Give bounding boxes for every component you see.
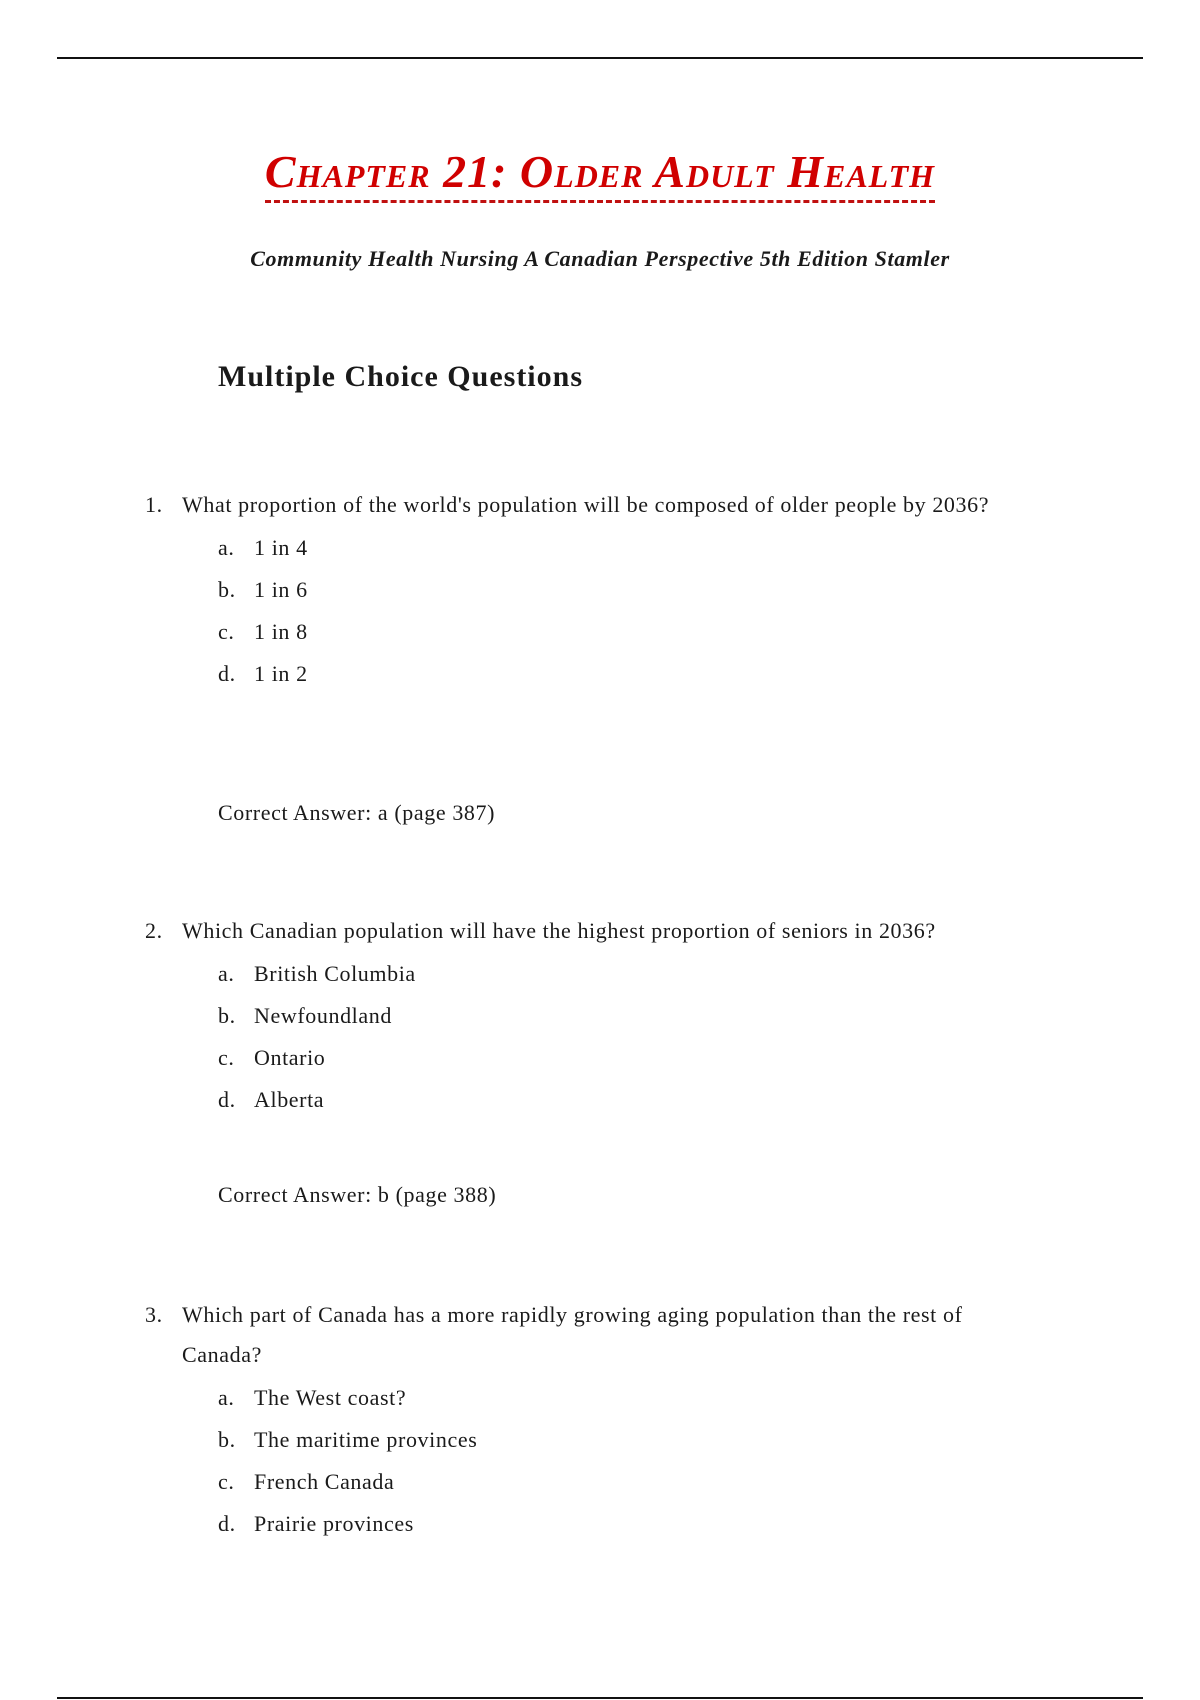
option-text: 1 in 8 (254, 619, 308, 644)
option-letter: b. (218, 1427, 236, 1452)
question-text: Which Canadian population will have the highest proportion of seniors in 2036? (182, 918, 936, 943)
option-letter: b. (218, 577, 236, 602)
correct-answer-1: Correct Answer: a (page 387) (218, 800, 496, 825)
option-text: French Canada (254, 1469, 395, 1494)
question-number: 2. (145, 918, 163, 943)
option-c (218, 1461, 1045, 1503)
option-letter: a. (218, 1385, 235, 1410)
question-text: What proportion of the world's population will be composed of older people by 2036? (182, 492, 990, 517)
correct-answer-2: Correct Answer: b (page 388) (218, 1182, 497, 1207)
options-list (218, 953, 1045, 1121)
question-number: 3. (145, 1302, 163, 1327)
option-b (218, 1419, 1045, 1461)
top-rule (57, 57, 1143, 59)
question-3 (145, 1295, 1045, 1545)
option-letter: c. (218, 619, 235, 644)
bottom-rule (57, 1697, 1143, 1699)
option-text: 1 in 4 (254, 535, 308, 560)
question-2 (145, 911, 1045, 1121)
option-letter: d. (218, 1511, 236, 1536)
option-c (218, 611, 1045, 653)
chapter-title: Chapter 21: Older Adult Health (265, 146, 935, 203)
option-d (218, 653, 1045, 695)
document-subtitle: Community Health Nursing A Canadian Perspective 5th Edition Stamler (250, 246, 950, 271)
option-a (218, 1377, 1045, 1419)
option-b (218, 995, 1045, 1037)
option-b (218, 569, 1045, 611)
option-letter: a. (218, 961, 235, 986)
option-d (218, 1079, 1045, 1121)
option-a (218, 953, 1045, 995)
title-container (0, 146, 1200, 203)
option-letter: c. (218, 1469, 235, 1494)
option-c (218, 1037, 1045, 1079)
options-list (218, 1377, 1045, 1545)
option-text: The maritime provinces (254, 1427, 478, 1452)
question-1 (145, 485, 1045, 695)
option-text: British Columbia (254, 961, 416, 986)
option-letter: a. (218, 535, 235, 560)
option-text: Alberta (254, 1087, 325, 1112)
option-letter: b. (218, 1003, 236, 1028)
option-text: 1 in 2 (254, 661, 308, 686)
option-text: 1 in 6 (254, 577, 308, 602)
option-d (218, 1503, 1045, 1545)
option-text: Prairie provinces (254, 1511, 414, 1536)
option-text: Ontario (254, 1045, 326, 1070)
option-text: The West coast? (254, 1385, 407, 1410)
option-letter: c. (218, 1045, 235, 1070)
section-heading: Multiple Choice Questions (218, 360, 584, 393)
question-number: 1. (145, 492, 163, 517)
option-a (218, 527, 1045, 569)
options-list (218, 527, 1045, 695)
option-letter: d. (218, 1087, 236, 1112)
option-text: Newfoundland (254, 1003, 392, 1028)
option-letter: d. (218, 661, 236, 686)
question-text: Which part of Canada has a more rapidly growing aging population than the rest of Canada? (182, 1302, 963, 1367)
